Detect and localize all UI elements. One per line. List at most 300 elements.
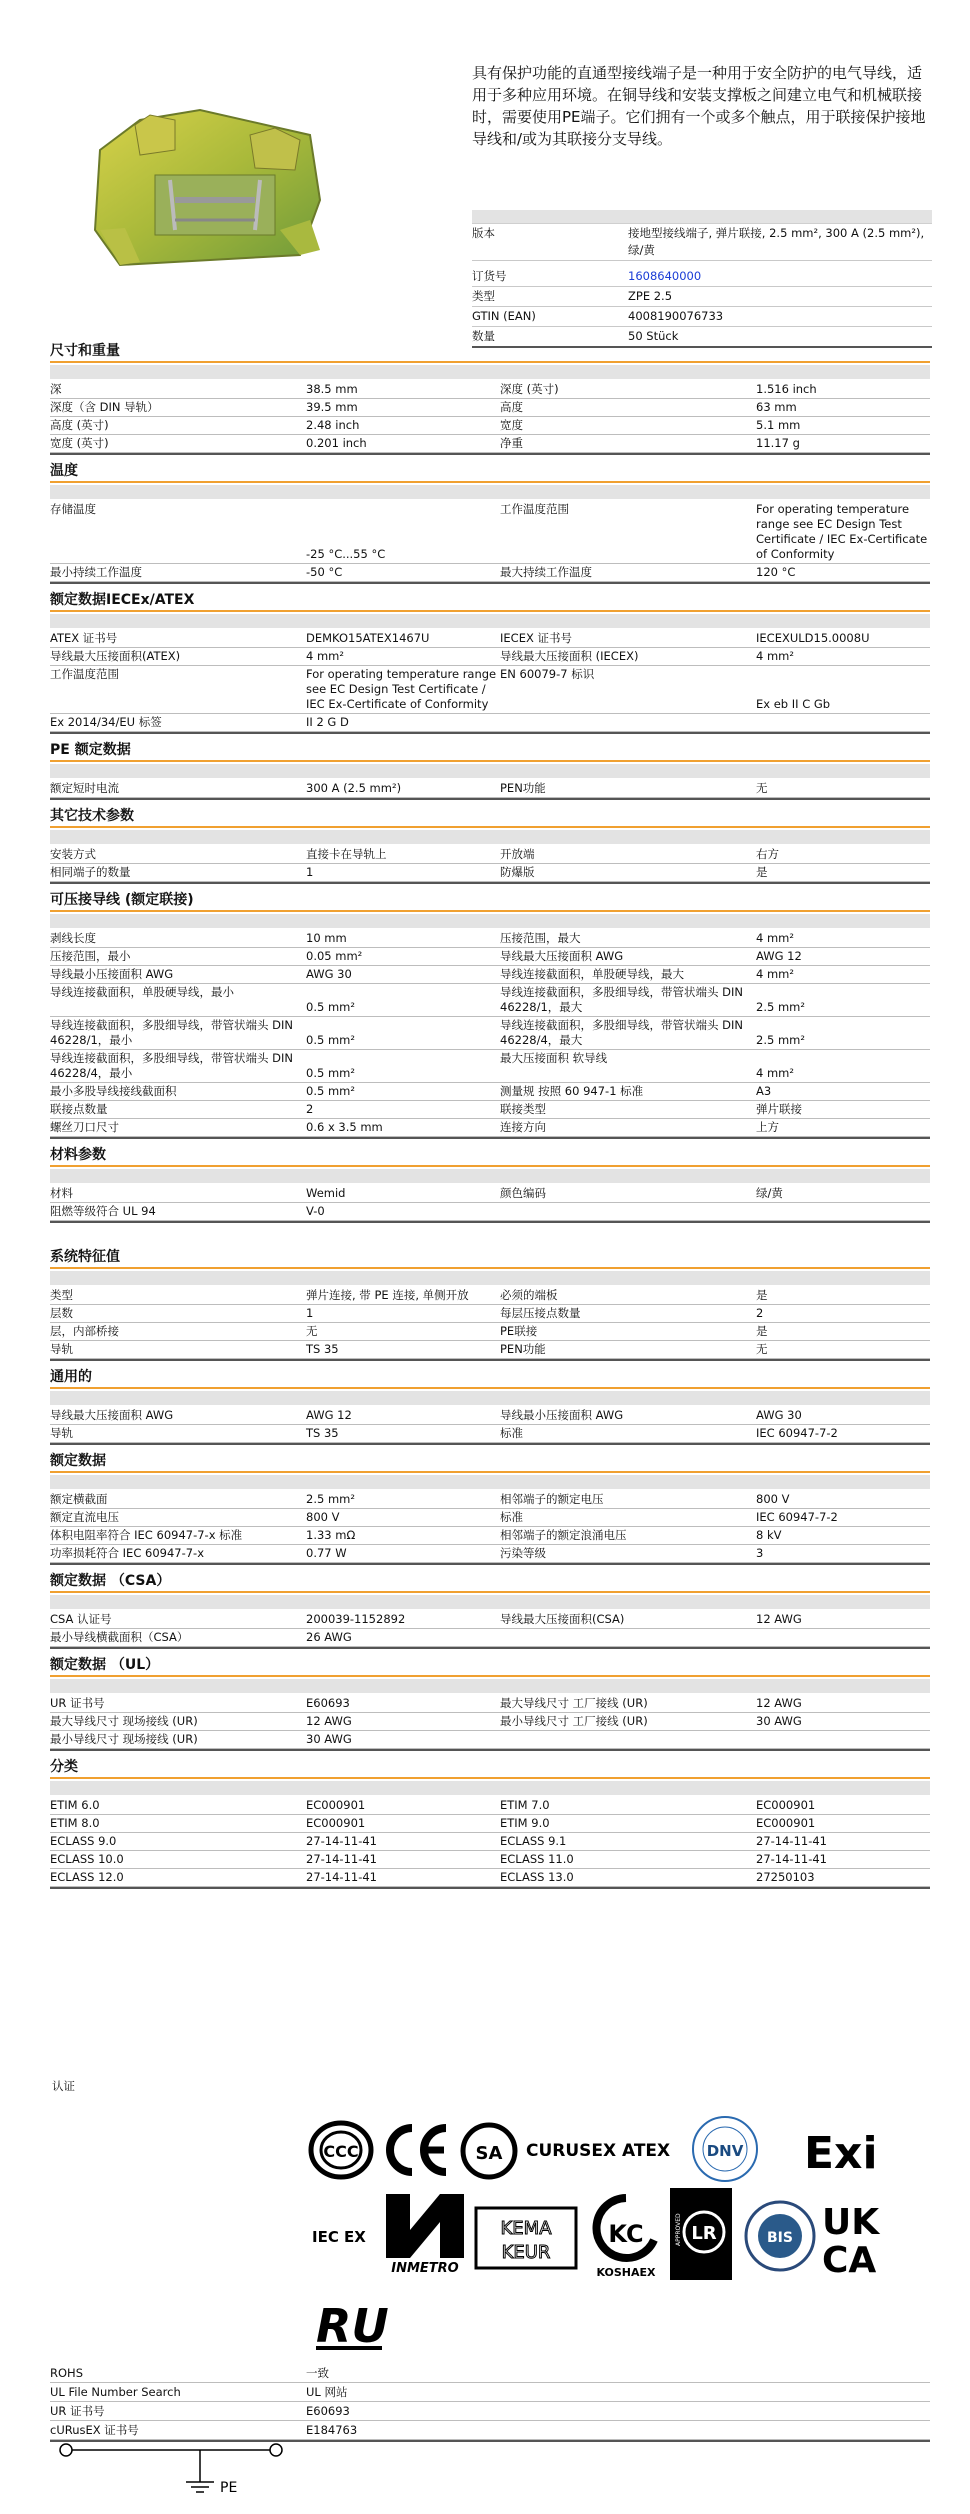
spec-value-text: 0.05 mm²	[306, 949, 363, 963]
svg-text:ATEX: ATEX	[622, 2141, 671, 2161]
section-rows	[50, 1185, 930, 1221]
spec-value-text: 是	[756, 1324, 768, 1338]
product-meta-table	[472, 210, 932, 348]
spec-row	[50, 1050, 930, 1083]
spec-row	[50, 648, 930, 666]
spec-key	[50, 1629, 306, 1646]
spec-value	[756, 930, 930, 947]
spec-value-text: 4 mm²	[756, 1066, 794, 1080]
section-rows	[50, 846, 930, 882]
spec-key	[50, 714, 306, 731]
spec-value-text: 27-14-11-41	[306, 1852, 377, 1866]
spec-value-text: E60693	[306, 1696, 350, 1710]
spec-value-text: 4 mm²	[756, 649, 794, 663]
spec-section	[50, 1365, 930, 1445]
spec-key-text: 材料	[50, 1186, 73, 1200]
spec-value	[306, 1203, 500, 1220]
spec-key	[50, 417, 306, 434]
spec-value-text: 12 AWG	[756, 1696, 802, 1710]
spec-value	[756, 1713, 930, 1730]
spec-value-text: EC000901	[306, 1798, 366, 1812]
spec-key-text: 相邻端子的额定浪涌电压	[500, 1528, 627, 1542]
spec-value-text: 无	[756, 1342, 768, 1356]
spec-value	[756, 1050, 930, 1082]
spec-value	[306, 714, 500, 731]
spec-key	[500, 1815, 756, 1832]
spec-row	[50, 846, 930, 864]
spec-value-text: A3	[756, 1084, 772, 1098]
meta-row	[472, 267, 932, 287]
spec-value	[306, 1185, 500, 1202]
spec-key	[500, 1797, 756, 1814]
spec-value-text: 4 mm²	[756, 967, 794, 981]
section-band	[50, 1391, 930, 1405]
spec-row	[50, 1869, 930, 1887]
spec-key	[50, 1050, 306, 1082]
spec-value	[756, 630, 930, 647]
spec-value-text: 12 AWG	[756, 1612, 802, 1626]
spec-key	[500, 1101, 756, 1118]
spec-key	[50, 1407, 306, 1424]
spec-row	[50, 666, 930, 714]
spec-section	[50, 804, 930, 884]
spec-value-text: IEC 60947-7-2	[756, 1426, 838, 1440]
spec-row	[50, 399, 930, 417]
spec-key	[500, 846, 756, 863]
spec-value-text: 4 mm²	[756, 931, 794, 945]
spec-key-text: 导线最大压接面积 AWG	[50, 1408, 174, 1422]
spec-value	[306, 1341, 500, 1358]
spec-key-text: UR 证书号	[50, 1696, 105, 1710]
spec-key	[50, 435, 306, 452]
cert-key: UL File Number Search	[50, 2385, 181, 2399]
section-title: 系统特征值	[50, 1245, 930, 1269]
spec-value	[306, 1101, 500, 1118]
spec-value	[306, 1629, 500, 1646]
meta-key: 订货号	[472, 269, 507, 283]
spec-value-text: 27-14-11-41	[756, 1834, 827, 1848]
spec-key-text: ETIM 7.0	[500, 1798, 550, 1812]
spec-key	[500, 1287, 756, 1304]
spec-value-text: For operating temperature range see EC Design Test Certificate / IEC Ex-Certificate of Conformity	[756, 502, 928, 561]
spec-key-text: ECLASS 9.0	[50, 1834, 117, 1848]
spec-key	[50, 966, 306, 983]
spec-value	[756, 864, 930, 881]
spec-value-text: 2.5 mm²	[306, 1492, 355, 1506]
svg-text:KOSHAEX: KOSHAEX	[596, 2266, 656, 2279]
spec-row	[50, 1203, 930, 1221]
spec-key-text: 连接方向	[500, 1120, 546, 1134]
spec-value-text: 27250103	[756, 1870, 815, 1884]
spec-key	[500, 966, 756, 983]
spec-key	[50, 1611, 306, 1628]
spec-key	[500, 1695, 756, 1712]
spec-value-text: AWG 12	[756, 949, 802, 963]
spec-value-text: 38.5 mm	[306, 382, 358, 396]
spec-row	[50, 1341, 930, 1359]
spec-key	[500, 1341, 756, 1358]
spec-key	[500, 1203, 756, 1220]
spec-key-text: 最大压接面积 软导线	[500, 1051, 608, 1065]
spec-key	[50, 1119, 306, 1136]
spec-value	[756, 1119, 930, 1136]
spec-value	[756, 1323, 930, 1340]
spec-key-text: 最大持续工作温度	[500, 565, 592, 579]
section-title: PE 额定数据	[50, 738, 930, 762]
spec-value	[756, 1407, 930, 1424]
spec-row	[50, 1509, 930, 1527]
kema-keur-logo	[474, 2206, 578, 2270]
section-rows	[50, 1407, 930, 1443]
spec-section	[50, 1245, 930, 1361]
spec-value	[756, 399, 930, 416]
dnv-logo	[688, 2114, 762, 2184]
spec-value-text: IECEXULD15.0008U	[756, 631, 870, 645]
spec-value	[306, 930, 500, 947]
spec-key-text: PE联接	[500, 1324, 538, 1338]
spec-key	[50, 1491, 306, 1508]
spec-row	[50, 1101, 930, 1119]
spec-value	[306, 948, 500, 965]
spec-value-text: 右方	[756, 847, 779, 861]
cert-key: cURusEX 证书号	[50, 2423, 139, 2437]
spec-key	[500, 630, 756, 647]
svg-text:CURUSEX: CURUSEX	[526, 2141, 617, 2161]
spec-value	[306, 1797, 500, 1814]
section-title: 温度	[50, 459, 930, 483]
meta-row	[472, 224, 932, 261]
spec-key	[500, 1407, 756, 1424]
spec-value	[306, 666, 500, 713]
spec-row	[50, 1797, 930, 1815]
spec-key-text: PEN功能	[500, 1342, 546, 1356]
section-band	[50, 1169, 930, 1183]
spec-key-text: 相同端子的数量	[50, 865, 131, 879]
spec-key-text: 最小多股导线接线截面积	[50, 1084, 177, 1098]
spec-row	[50, 1425, 930, 1443]
meta-value: 50 Stück	[628, 329, 679, 343]
section-end	[50, 732, 930, 734]
spec-key	[500, 864, 756, 881]
spec-value-text: 27-14-11-41	[756, 1852, 827, 1866]
contact-left	[60, 2444, 72, 2456]
svg-text:KEUR: KEUR	[501, 2242, 551, 2263]
svg-text:KC: KC	[608, 2220, 644, 2248]
spec-value	[306, 648, 500, 665]
spec-value-text: 4 mm²	[306, 649, 344, 663]
section-title: 额定数据 （CSA）	[50, 1569, 930, 1593]
spec-key	[50, 1545, 306, 1562]
spec-row	[50, 780, 930, 798]
spec-value-text: AWG 30	[756, 1408, 802, 1422]
spec-row	[50, 1491, 930, 1509]
spec-key	[500, 1185, 756, 1202]
spec-value	[756, 1731, 930, 1748]
spec-key-text: 导线连接截面积，单股硬导线，最大	[500, 967, 684, 981]
spec-value	[306, 1695, 500, 1712]
cert-logos	[50, 2094, 930, 2364]
svg-text:IEC EX: IEC EX	[312, 2228, 366, 2246]
spec-value	[306, 1083, 500, 1100]
spec-row	[50, 864, 930, 882]
spec-key	[50, 1305, 306, 1322]
svg-text:Exi: Exi	[804, 2128, 878, 2178]
spec-key	[500, 1713, 756, 1730]
section-band	[50, 485, 930, 499]
section-title: 额定数据IECEx/ATEX	[50, 588, 930, 612]
spec-key-text: IECEX 证书号	[500, 631, 572, 645]
spec-key	[50, 381, 306, 398]
spec-key-text: 最大导线尺寸 工厂接线 (UR)	[500, 1696, 648, 1710]
spec-value-text: 200039-1152892	[306, 1612, 406, 1626]
spec-key	[500, 1323, 756, 1340]
spec-value	[306, 1833, 500, 1850]
spec-key-text: 每层压接点数量	[500, 1306, 581, 1320]
section-rows	[50, 1491, 930, 1563]
section-band	[50, 1271, 930, 1285]
section-rows	[50, 1611, 930, 1647]
spec-key-text: 深度（含 DIN 导轨）	[50, 400, 159, 414]
spec-key	[500, 1017, 756, 1049]
spec-key-text: PEN功能	[500, 781, 546, 795]
spec-key	[50, 864, 306, 881]
spec-key-text: 导线最小压接面积 AWG	[500, 1408, 624, 1422]
spec-value	[306, 1305, 500, 1322]
spec-key	[50, 1797, 306, 1814]
spec-key-text: ECLASS 13.0	[500, 1870, 574, 1884]
spec-value-text: 上方	[756, 1120, 779, 1134]
spec-value	[306, 1017, 500, 1049]
spec-value	[306, 1731, 500, 1748]
spec-key	[50, 846, 306, 863]
spec-key	[50, 630, 306, 647]
spec-row	[50, 1713, 930, 1731]
spec-row	[50, 1119, 930, 1137]
spec-key	[500, 780, 756, 797]
spec-value-text: Ex eb II C Gb	[756, 697, 831, 711]
meta-value: ZPE 2.5	[628, 289, 673, 303]
spec-key-text: ECLASS 12.0	[50, 1870, 124, 1884]
spec-value	[756, 714, 930, 731]
spec-value	[306, 1407, 500, 1424]
spec-value-text: 0.5 mm²	[306, 1000, 355, 1014]
spec-value	[756, 1101, 930, 1118]
spec-value-text: 800 V	[306, 1510, 340, 1524]
spec-key	[50, 1509, 306, 1526]
section-end	[50, 1563, 930, 1565]
spec-value-text: 120 °C	[756, 565, 796, 579]
spec-value	[756, 1797, 930, 1814]
section-rows	[50, 1287, 930, 1359]
svg-text:SA: SA	[475, 2143, 503, 2164]
svg-text:APPROVED: APPROVED	[675, 2213, 682, 2246]
cert-key: ROHS	[50, 2366, 83, 2380]
section-end	[50, 1647, 930, 1649]
spec-row	[50, 1611, 930, 1629]
spec-key	[50, 1869, 306, 1886]
spec-key	[50, 1695, 306, 1712]
spec-key-text: 导线最大压接面积(CSA)	[500, 1612, 625, 1626]
spec-value	[306, 1119, 500, 1136]
spec-key	[50, 1833, 306, 1850]
spec-key-text: 防爆版	[500, 865, 535, 879]
spec-key-text: 安装方式	[50, 847, 96, 861]
spec-key-text: 联接点数量	[50, 1102, 108, 1116]
spec-key	[500, 1869, 756, 1886]
spec-key-text: 标准	[500, 1510, 523, 1524]
svg-text:KEMA: KEMA	[500, 2218, 552, 2239]
spec-value-text: 300 A (2.5 mm²)	[306, 781, 402, 795]
spec-key-text: 工作温度范围	[50, 667, 119, 681]
spec-key-text: 导线连接截面积，多股细导线，带管状端头 DIN 46228/4，最小	[50, 1051, 294, 1080]
spec-row	[50, 417, 930, 435]
spec-value-text: 0.201 inch	[306, 436, 367, 450]
spec-key	[500, 948, 756, 965]
spec-section	[50, 459, 930, 584]
section-band	[50, 1781, 930, 1795]
spec-value	[306, 966, 500, 983]
spec-key-text: 导轨	[50, 1342, 73, 1356]
spec-row	[50, 1185, 930, 1203]
cert-table	[50, 2364, 930, 2440]
terminal-diagram	[50, 2436, 310, 2506]
spec-value-text: 是	[756, 865, 768, 879]
section-end	[50, 798, 930, 800]
spec-value-text: 8 kV	[756, 1528, 782, 1542]
spec-value-text: V-0	[306, 1204, 325, 1218]
spec-key	[500, 1083, 756, 1100]
spec-key	[500, 1119, 756, 1136]
spec-key	[500, 435, 756, 452]
spec-value	[306, 1287, 500, 1304]
spec-value	[756, 1869, 930, 1886]
section-end	[50, 1887, 930, 1889]
section-rows	[50, 501, 930, 582]
ukca-logo	[820, 2198, 904, 2278]
spec-row	[50, 1287, 930, 1305]
spec-value-text: II 2 G D	[306, 715, 349, 729]
spec-value-text: DEMKO15ATEX1467U	[306, 631, 430, 645]
spec-key-text: 导线最大压接面积(ATEX)	[50, 649, 181, 663]
spec-key	[500, 1545, 756, 1562]
spec-row	[50, 1851, 930, 1869]
spec-key	[500, 714, 756, 731]
section-title: 尺寸和重量	[50, 339, 930, 363]
spec-value-text: 2	[756, 1306, 764, 1320]
spec-value	[306, 1851, 500, 1868]
atex-logo	[622, 2134, 678, 2164]
spec-key-text: 工作温度范围	[500, 502, 569, 516]
spec-value	[756, 1287, 930, 1304]
spec-value	[756, 1695, 930, 1712]
spec-value-text: 2.5 mm²	[756, 1000, 805, 1014]
spec-sections	[50, 335, 930, 1889]
section-band	[50, 1475, 930, 1489]
section-title: 额定数据	[50, 1449, 930, 1473]
spec-value	[756, 1083, 930, 1100]
meta-key: 数量	[472, 329, 495, 343]
order-number-link[interactable]: 1608640000	[628, 269, 702, 283]
spec-value-text: 弹片连接, 带 PE 连接, 单侧开放	[306, 1288, 469, 1302]
section-rows	[50, 1695, 930, 1749]
spec-key-text: 压接范围，最大	[500, 931, 581, 945]
spec-value	[306, 984, 500, 1016]
section-gap	[50, 1223, 930, 1241]
svg-text:BIS: BIS	[767, 2230, 793, 2246]
spec-key-text: 类型	[50, 1288, 73, 1302]
ccc-logo	[308, 2120, 374, 2180]
spec-key-text: CSA 认证号	[50, 1612, 112, 1626]
spec-value	[756, 1611, 930, 1628]
spec-value	[306, 381, 500, 398]
spec-key-text: 压接范围，最小	[50, 949, 131, 963]
spec-row	[50, 1407, 930, 1425]
spec-value-text: TS 35	[306, 1426, 339, 1440]
spec-value-text: 11.17 g	[756, 436, 800, 450]
spec-key-text: 深	[50, 382, 62, 396]
spec-row	[50, 1731, 930, 1749]
spec-value	[756, 1815, 930, 1832]
section-rows	[50, 780, 930, 798]
spec-key-text: 阻燃等级符合 UL 94	[50, 1204, 156, 1218]
spec-key	[500, 1731, 756, 1748]
spec-value-text: IEC 60947-7-2	[756, 1510, 838, 1524]
spec-key-text: 必须的端板	[500, 1288, 558, 1302]
svg-text:CCC: CCC	[323, 2142, 359, 2161]
spec-value	[306, 1050, 500, 1082]
section-rows	[50, 630, 930, 732]
spec-key-text: 层，内部桥接	[50, 1324, 119, 1338]
spec-value	[306, 417, 500, 434]
spec-row	[50, 1833, 930, 1851]
svg-text:RU: RU	[316, 2299, 389, 2353]
spec-row	[50, 1629, 930, 1647]
spec-value-text: 63 mm	[756, 400, 797, 414]
spec-key-text: 最小持续工作温度	[50, 565, 142, 579]
spec-value	[306, 1323, 500, 1340]
spec-value-text: 30 AWG	[756, 1714, 802, 1728]
spec-value	[306, 1869, 500, 1886]
spec-value-text: 弹片联接	[756, 1102, 802, 1116]
spec-value-text: 1	[306, 865, 314, 879]
spec-value-text: EC000901	[756, 1816, 816, 1830]
inmetro-logo	[380, 2190, 470, 2276]
spec-key	[500, 381, 756, 398]
section-band	[50, 1595, 930, 1609]
product-header	[50, 60, 930, 343]
spec-value	[756, 435, 930, 452]
cert-value: E184763	[306, 2423, 358, 2437]
spec-value	[306, 630, 500, 647]
spec-value-text: 是	[756, 1288, 768, 1302]
spec-section	[50, 1449, 930, 1565]
spec-section	[50, 339, 930, 455]
spec-key	[50, 1323, 306, 1340]
section-band	[50, 914, 930, 928]
spec-row	[50, 630, 930, 648]
lr-logo	[668, 2186, 734, 2282]
spec-value-text: 5.1 mm	[756, 418, 801, 432]
spec-key	[500, 1305, 756, 1322]
spec-key-text: 净重	[500, 436, 523, 450]
section-band	[50, 365, 930, 379]
spec-value-text: 800 V	[756, 1492, 790, 1506]
cert-key: UR 证书号	[50, 2404, 105, 2418]
spec-key	[50, 501, 306, 563]
spec-value	[306, 1509, 500, 1526]
spec-key	[500, 1629, 756, 1646]
section-title: 可压接导线 (额定联接)	[50, 888, 930, 912]
